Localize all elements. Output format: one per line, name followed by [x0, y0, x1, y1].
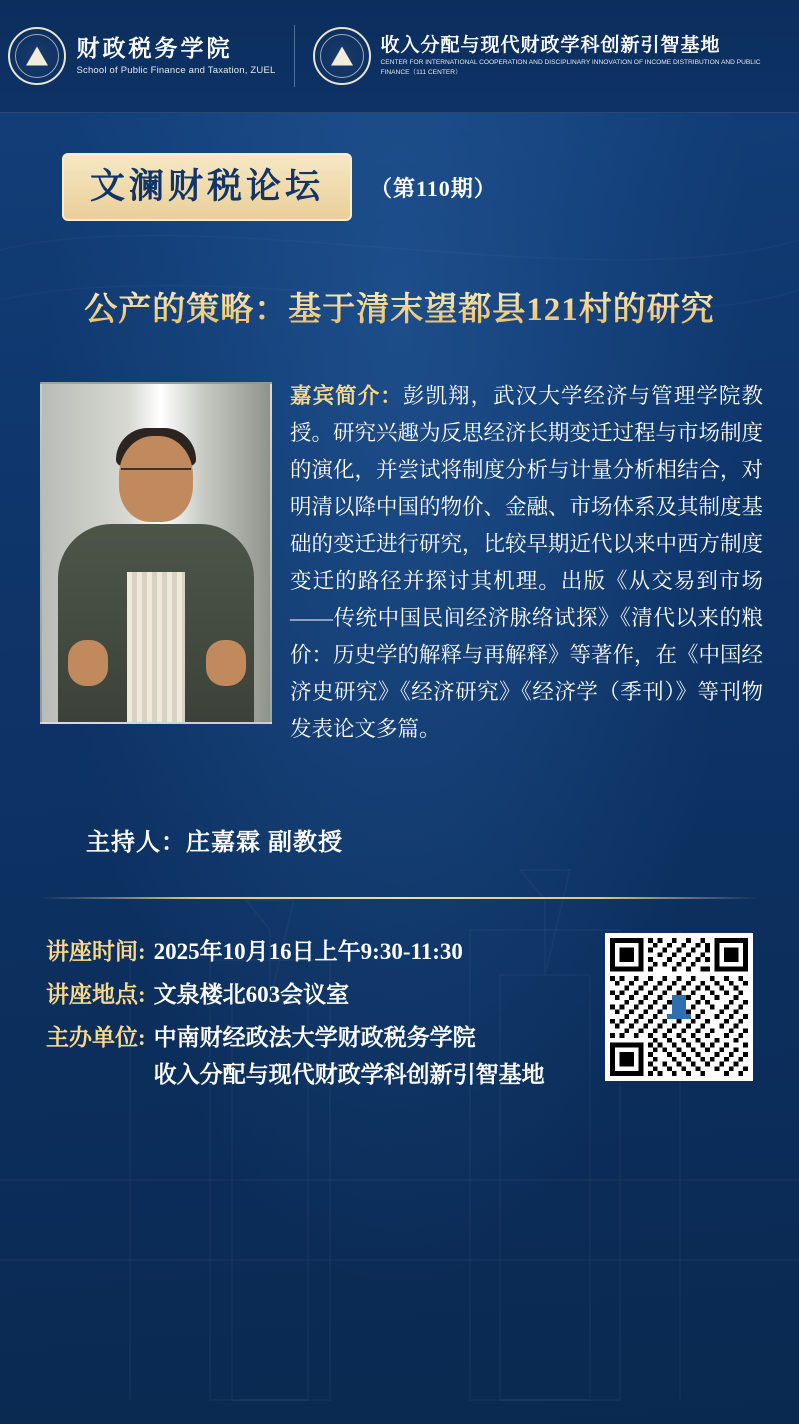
school-logo-en: School of Public Finance and Taxation, ZUEL — [76, 64, 276, 76]
info-value-organizer — [154, 1019, 545, 1094]
poster-header — [0, 0, 799, 113]
host-line: 主持人：庄嘉霖 副教授 — [86, 829, 343, 856]
speaker-portrait — [40, 382, 272, 724]
center-logo-cn: 收入分配与现代财政学科创新引智基地 — [380, 34, 721, 56]
organizer-line-2: 收入分配与现代财政学科创新引智基地 — [153, 1062, 545, 1088]
poster-footer — [46, 933, 759, 1100]
school-logo-cn: 财政税务学院 — [76, 36, 233, 62]
event-info-list — [46, 933, 545, 1100]
forum-issue: （第110期） — [370, 175, 497, 201]
info-row-organizer — [46, 1019, 545, 1094]
bio-lead-label: 嘉宾简介： — [290, 384, 403, 408]
gold-divider — [40, 897, 759, 899]
info-label-time: 讲座时间: — [46, 938, 146, 964]
qr-code[interactable] — [605, 933, 753, 1081]
forum-badge: 文澜财税论坛 — [62, 153, 352, 221]
header-divider — [294, 25, 295, 87]
bio-text: 彭凯翔，武汉大学经济与管理学院教授。研究兴趣为反思经济长期变迁过程与市场制度的演化，并尝试将制度分析与计量分析相结合，对明清以降中国的物价、金融、市场体系及其制度基础的变迁进行研究，比较早期近代以来中西方制度变迁的路径并探讨其机理。出版《从交易到市场——传统中国民间经济脉络试探》《清代以来的粮价：历史学的解释与再解释》等著作，在《中国经济史研究》《经济研究》《经济学（季刊）》等刊物发表论文多篇。 — [290, 384, 764, 741]
center-logo-en: CENTER FOR INTERNATIONAL COOPERATION AND DISCIPLINARY INNOVATION OF INCOME DISTRIBUTION AND PUBLIC FINANCE（111 CENTER） — [380, 59, 761, 77]
forum-header — [62, 153, 799, 221]
info-label-location: 讲座地点: — [46, 981, 146, 1007]
info-value-location: 文泉楼北603会议室 — [153, 981, 350, 1007]
info-label-organizer: 主办单位: — [46, 1025, 146, 1051]
university-seal-icon — [8, 27, 66, 85]
center-seal-icon — [313, 27, 371, 85]
info-row-time — [46, 933, 545, 970]
lecture-title: 公产的策略：基于清末望都县121村的研究 — [30, 283, 769, 330]
center-logo — [313, 27, 791, 85]
school-logo — [8, 27, 275, 85]
info-row-location — [46, 976, 545, 1013]
organizer-line-1: 中南财经政法大学财政税务学院 — [153, 1025, 476, 1051]
info-value-time: 2025年10月16日上午9:30-11:30 — [153, 938, 463, 964]
qr-code-image — [610, 938, 748, 1076]
speaker-bio — [36, 378, 763, 748]
